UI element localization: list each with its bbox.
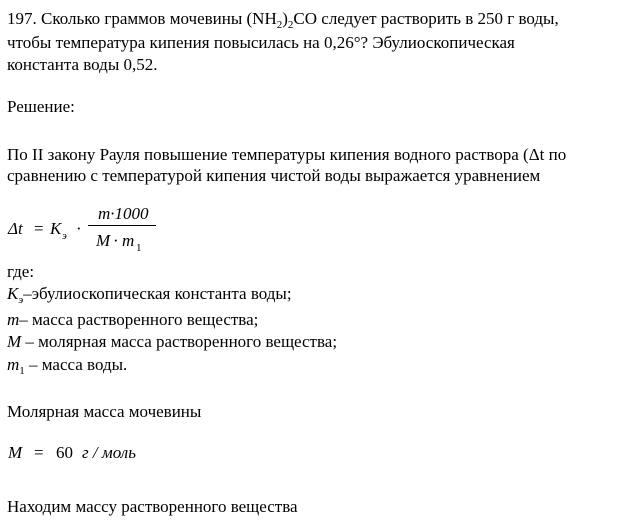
formula-molar-mass: M = 60 г / моль [8,443,136,462]
definition-K: $K_э$–эбулиоскопическая константа воды; [7,284,292,306]
definition-m1: $m_1$ – масса воды. [7,355,128,377]
solution-heading: Решение: [7,97,75,116]
problem-line-2: чтобы температура кипения повысилась на 0,26°? Эбулиоскопическая [7,33,515,52]
law-line-1: По II закону Рауля повышение температуры кипения водного раствора (Δt по [7,145,567,164]
problem-line-3: константа воды 0,52. [7,55,158,74]
molar-mass-heading: Молярная масса мочевины [7,402,202,421]
law-line-2: сравнению с температурой кипения чистой воды выражается уравнением [7,166,541,185]
find-mass-heading: Находим массу растворенного вещества [7,497,298,516]
formula-boiling-point: Δt = K э · m·1000 M · m 1 [0,190,200,260]
problem-line-1: 197. Сколько граммов мочевины $(NH_2)_2CO$ следует растворить в 250 г воды, [7,9,559,31]
fraction-bar [88,225,156,226]
where-label: где: [7,262,35,281]
definition-m: m– масса растворенного вещества; [7,310,259,329]
definition-M: M – молярная масса растворенного вещества; [7,332,338,351]
